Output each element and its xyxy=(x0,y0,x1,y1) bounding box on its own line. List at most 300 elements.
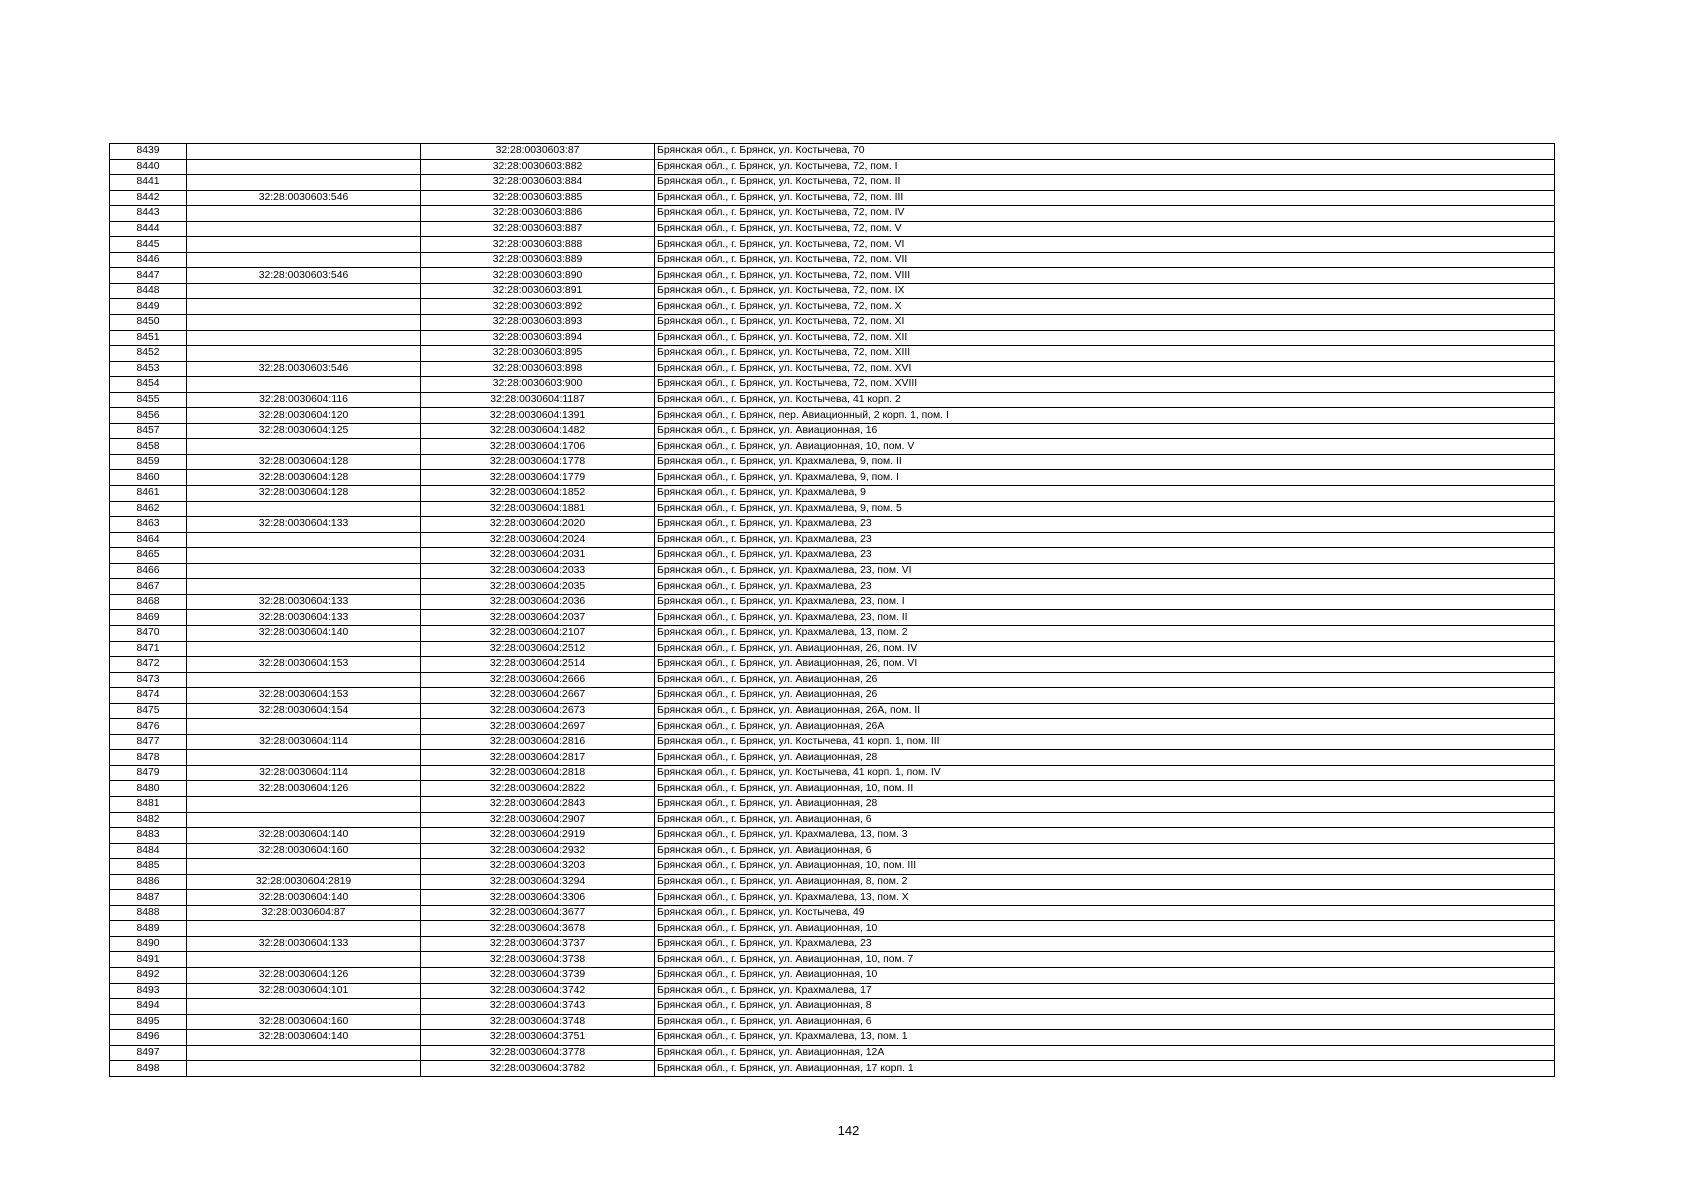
table-row xyxy=(110,672,1555,688)
cadastral-number-cell: 32:28:0030604:3738 xyxy=(421,952,655,968)
address-cell: Брянская обл., г. Брянск, ул. Крахмалева, 23 xyxy=(655,548,1555,564)
table-row xyxy=(110,439,1555,455)
address-cell: Брянская обл., г. Брянск, ул. Крахмалева, 23 xyxy=(655,532,1555,548)
table-row xyxy=(110,999,1555,1015)
table-row xyxy=(110,688,1555,704)
parent-cadastral-number-cell xyxy=(187,921,421,937)
row-number-cell: 8442 xyxy=(110,190,187,206)
address-cell: Брянская обл., г. Брянск, ул. Авиационная, 26, пом. VI xyxy=(655,657,1555,673)
cadastral-number-cell: 32:28:0030604:3737 xyxy=(421,936,655,952)
row-number-cell: 8492 xyxy=(110,967,187,983)
cadastral-number-cell: 32:28:0030604:1778 xyxy=(421,454,655,470)
parent-cadastral-number-cell xyxy=(187,237,421,253)
parent-cadastral-number-cell: 32:28:0030604:120 xyxy=(187,408,421,424)
parent-cadastral-number-cell: 32:28:0030604:87 xyxy=(187,905,421,921)
parent-cadastral-number-cell xyxy=(187,330,421,346)
row-number-cell: 8467 xyxy=(110,579,187,595)
address-cell: Брянская обл., г. Брянск, ул. Авиационная, 16 xyxy=(655,423,1555,439)
parent-cadastral-number-cell xyxy=(187,159,421,175)
row-number-cell: 8452 xyxy=(110,346,187,362)
cadastral-number-cell: 32:28:0030603:887 xyxy=(421,221,655,237)
table-row xyxy=(110,346,1555,362)
address-cell: Брянская обл., г. Брянск, ул. Авиационная, 10, пом. V xyxy=(655,439,1555,455)
address-cell: Брянская обл., г. Брянск, ул. Костычева, 72, пом. X xyxy=(655,299,1555,315)
address-cell: Брянская обл., г. Брянск, ул. Авиационная, 10 xyxy=(655,921,1555,937)
address-cell: Брянская обл., г. Брянск, ул. Крахмалева, 23, пом. I xyxy=(655,594,1555,610)
cadastral-number-cell: 32:28:0030604:2932 xyxy=(421,843,655,859)
parent-cadastral-number-cell xyxy=(187,283,421,299)
row-number-cell: 8495 xyxy=(110,1014,187,1030)
address-cell: Брянская обл., г. Брянск, ул. Авиационная, 26 xyxy=(655,688,1555,704)
cadastral-number-cell: 32:28:0030604:3739 xyxy=(421,967,655,983)
cadastral-number-cell: 32:28:0030604:2817 xyxy=(421,750,655,766)
parent-cadastral-number-cell xyxy=(187,641,421,657)
address-cell: Брянская обл., г. Брянск, ул. Крахмалева, 23 xyxy=(655,579,1555,595)
table-row xyxy=(110,594,1555,610)
parent-cadastral-number-cell xyxy=(187,999,421,1015)
table-row xyxy=(110,812,1555,828)
address-cell: Брянская обл., г. Брянск, ул. Костычева, 72, пом. VII xyxy=(655,252,1555,268)
cadastral-number-cell: 32:28:0030603:885 xyxy=(421,190,655,206)
parent-cadastral-number-cell xyxy=(187,501,421,517)
parent-cadastral-number-cell xyxy=(187,952,421,968)
cadastral-number-cell: 32:28:0030604:3306 xyxy=(421,890,655,906)
table-row xyxy=(110,408,1555,424)
cadastral-number-cell: 32:28:0030604:3748 xyxy=(421,1014,655,1030)
cadastral-number-cell: 32:28:0030603:888 xyxy=(421,237,655,253)
row-number-cell: 8460 xyxy=(110,470,187,486)
cadastral-number-cell: 32:28:0030603:889 xyxy=(421,252,655,268)
row-number-cell: 8453 xyxy=(110,361,187,377)
table-row xyxy=(110,206,1555,222)
parent-cadastral-number-cell xyxy=(187,175,421,191)
parent-cadastral-number-cell: 32:28:0030604:128 xyxy=(187,470,421,486)
table-row xyxy=(110,734,1555,750)
parent-cadastral-number-cell xyxy=(187,859,421,875)
address-cell: Брянская обл., г. Брянск, ул. Крахмалева, 23, пом. II xyxy=(655,610,1555,626)
address-cell: Брянская обл., г. Брянск, ул. Авиационная, 26А xyxy=(655,719,1555,735)
parent-cadastral-number-cell xyxy=(187,719,421,735)
parent-cadastral-number-cell: 32:28:0030604:133 xyxy=(187,594,421,610)
row-number-cell: 8459 xyxy=(110,454,187,470)
row-number-cell: 8443 xyxy=(110,206,187,222)
row-number-cell: 8482 xyxy=(110,812,187,828)
table-row xyxy=(110,532,1555,548)
table-row xyxy=(110,237,1555,253)
cadastral-number-cell: 32:28:0030604:1187 xyxy=(421,392,655,408)
parent-cadastral-number-cell: 32:28:0030604:126 xyxy=(187,967,421,983)
row-number-cell: 8484 xyxy=(110,843,187,859)
parent-cadastral-number-cell: 32:28:0030604:154 xyxy=(187,703,421,719)
parent-cadastral-number-cell xyxy=(187,315,421,331)
cadastral-number-cell: 32:28:0030604:2031 xyxy=(421,548,655,564)
address-cell: Брянская обл., г. Брянск, ул. Авиационная, 8 xyxy=(655,999,1555,1015)
cadastral-number-cell: 32:28:0030604:2667 xyxy=(421,688,655,704)
cadastral-number-cell: 32:28:0030604:1482 xyxy=(421,423,655,439)
address-cell: Брянская обл., г. Брянск, ул. Крахмалева, 9, пом. I xyxy=(655,470,1555,486)
table-row xyxy=(110,890,1555,906)
table-row xyxy=(110,392,1555,408)
address-cell: Брянская обл., г. Брянск, ул. Крахмалева, 23 xyxy=(655,936,1555,952)
cadastral-number-cell: 32:28:0030604:2907 xyxy=(421,812,655,828)
address-cell: Брянская обл., г. Брянск, ул. Костычева, 41 корп. 2 xyxy=(655,392,1555,408)
cadastral-number-cell: 32:28:0030603:895 xyxy=(421,346,655,362)
row-number-cell: 8444 xyxy=(110,221,187,237)
cadastral-number-cell: 32:28:0030603:894 xyxy=(421,330,655,346)
row-number-cell: 8475 xyxy=(110,703,187,719)
table-row xyxy=(110,657,1555,673)
row-number-cell: 8490 xyxy=(110,936,187,952)
address-cell: Брянская обл., г. Брянск, ул. Костычева, 72, пом. IV xyxy=(655,206,1555,222)
parent-cadastral-number-cell: 32:28:0030604:116 xyxy=(187,392,421,408)
parent-cadastral-number-cell xyxy=(187,750,421,766)
cadastral-number-cell: 32:28:0030604:2818 xyxy=(421,765,655,781)
table-row xyxy=(110,454,1555,470)
address-cell: Брянская обл., г. Брянск, ул. Костычева, 49 xyxy=(655,905,1555,921)
cadastral-number-cell: 32:28:0030603:886 xyxy=(421,206,655,222)
address-cell: Брянская обл., г. Брянск, ул. Крахмалева, 23 xyxy=(655,517,1555,533)
address-cell: Брянская обл., г. Брянск, ул. Костычева, 72, пом. I xyxy=(655,159,1555,175)
row-number-cell: 8462 xyxy=(110,501,187,517)
parent-cadastral-number-cell: 32:28:0030604:101 xyxy=(187,983,421,999)
row-number-cell: 8494 xyxy=(110,999,187,1015)
address-cell: Брянская обл., г. Брянск, ул. Крахмалева, 9, пом. II xyxy=(655,454,1555,470)
address-cell: Брянская обл., г. Брянск, ул. Костычева, 72, пом. XVIII xyxy=(655,377,1555,393)
row-number-cell: 8466 xyxy=(110,563,187,579)
cadastral-number-cell: 32:28:0030604:2697 xyxy=(421,719,655,735)
registry-table-body xyxy=(110,144,1555,1077)
address-cell: Брянская обл., г. Брянск, пер. Авиационный, 2 корп. 1, пом. I xyxy=(655,408,1555,424)
table-row xyxy=(110,159,1555,175)
cadastral-number-cell: 32:28:0030604:3294 xyxy=(421,874,655,890)
registry-table xyxy=(109,143,1555,1077)
table-row xyxy=(110,486,1555,502)
table-row xyxy=(110,750,1555,766)
parent-cadastral-number-cell xyxy=(187,1045,421,1061)
cadastral-number-cell: 32:28:0030603:87 xyxy=(421,144,655,160)
cadastral-number-cell: 32:28:0030604:2843 xyxy=(421,796,655,812)
cadastral-number-cell: 32:28:0030604:2024 xyxy=(421,532,655,548)
parent-cadastral-number-cell: 32:28:0030604:133 xyxy=(187,517,421,533)
row-number-cell: 8476 xyxy=(110,719,187,735)
cadastral-number-cell: 32:28:0030604:1391 xyxy=(421,408,655,424)
cadastral-number-cell: 32:28:0030604:3743 xyxy=(421,999,655,1015)
parent-cadastral-number-cell xyxy=(187,1061,421,1077)
table-row xyxy=(110,936,1555,952)
table-row xyxy=(110,144,1555,160)
row-number-cell: 8463 xyxy=(110,517,187,533)
parent-cadastral-number-cell: 32:28:0030603:546 xyxy=(187,361,421,377)
row-number-cell: 8469 xyxy=(110,610,187,626)
cadastral-number-cell: 32:28:0030604:2107 xyxy=(421,625,655,641)
address-cell: Брянская обл., г. Брянск, ул. Авиационная, 10, пом. 7 xyxy=(655,952,1555,968)
parent-cadastral-number-cell: 32:28:0030604:140 xyxy=(187,890,421,906)
table-row xyxy=(110,330,1555,346)
cadastral-number-cell: 32:28:0030604:2816 xyxy=(421,734,655,750)
table-row xyxy=(110,252,1555,268)
address-cell: Брянская обл., г. Брянск, ул. Авиационная, 28 xyxy=(655,796,1555,812)
parent-cadastral-number-cell: 32:28:0030604:140 xyxy=(187,828,421,844)
cadastral-number-cell: 32:28:0030604:1881 xyxy=(421,501,655,517)
parent-cadastral-number-cell xyxy=(187,532,421,548)
address-cell: Брянская обл., г. Брянск, ул. Костычева, 41 корп. 1, пом. III xyxy=(655,734,1555,750)
table-row xyxy=(110,859,1555,875)
cadastral-number-cell: 32:28:0030604:3782 xyxy=(421,1061,655,1077)
cadastral-number-cell: 32:28:0030603:890 xyxy=(421,268,655,284)
table-row xyxy=(110,874,1555,890)
table-row xyxy=(110,828,1555,844)
table-row xyxy=(110,610,1555,626)
parent-cadastral-number-cell xyxy=(187,252,421,268)
cadastral-number-cell: 32:28:0030604:1779 xyxy=(421,470,655,486)
cadastral-number-cell: 32:28:0030603:900 xyxy=(421,377,655,393)
parent-cadastral-number-cell: 32:28:0030603:546 xyxy=(187,190,421,206)
row-number-cell: 8496 xyxy=(110,1030,187,1046)
address-cell: Брянская обл., г. Брянск, ул. Крахмалева, 13, пом. 2 xyxy=(655,625,1555,641)
address-cell: Брянская обл., г. Брянск, ул. Авиационная, 12А xyxy=(655,1045,1555,1061)
cadastral-number-cell: 32:28:0030604:2512 xyxy=(421,641,655,657)
table-row xyxy=(110,765,1555,781)
table-row xyxy=(110,361,1555,377)
cadastral-number-cell: 32:28:0030604:2822 xyxy=(421,781,655,797)
cadastral-number-cell: 32:28:0030604:2919 xyxy=(421,828,655,844)
cadastral-number-cell: 32:28:0030604:2666 xyxy=(421,672,655,688)
address-cell: Брянская обл., г. Брянск, ул. Авиационная, 28 xyxy=(655,750,1555,766)
address-cell: Брянская обл., г. Брянск, ул. Авиационная, 10, пом. III xyxy=(655,859,1555,875)
cadastral-number-cell: 32:28:0030603:892 xyxy=(421,299,655,315)
row-number-cell: 8491 xyxy=(110,952,187,968)
address-cell: Брянская обл., г. Брянск, ул. Костычева, 72, пом. VIII xyxy=(655,268,1555,284)
parent-cadastral-number-cell xyxy=(187,548,421,564)
address-cell: Брянская обл., г. Брянск, ул. Крахмалева, 23, пом. VI xyxy=(655,563,1555,579)
row-number-cell: 8478 xyxy=(110,750,187,766)
address-cell: Брянская обл., г. Брянск, ул. Костычева, 72, пом. V xyxy=(655,221,1555,237)
cadastral-number-cell: 32:28:0030604:3778 xyxy=(421,1045,655,1061)
cadastral-number-cell: 32:28:0030603:884 xyxy=(421,175,655,191)
row-number-cell: 8468 xyxy=(110,594,187,610)
row-number-cell: 8498 xyxy=(110,1061,187,1077)
row-number-cell: 8485 xyxy=(110,859,187,875)
parent-cadastral-number-cell: 32:28:0030604:128 xyxy=(187,454,421,470)
parent-cadastral-number-cell xyxy=(187,221,421,237)
cadastral-number-cell: 32:28:0030603:898 xyxy=(421,361,655,377)
parent-cadastral-number-cell: 32:28:0030604:128 xyxy=(187,486,421,502)
row-number-cell: 8479 xyxy=(110,765,187,781)
row-number-cell: 8454 xyxy=(110,377,187,393)
table-row xyxy=(110,299,1555,315)
address-cell: Брянская обл., г. Брянск, ул. Костычева, 72, пом. XVI xyxy=(655,361,1555,377)
cadastral-number-cell: 32:28:0030604:2020 xyxy=(421,517,655,533)
table-row xyxy=(110,719,1555,735)
parent-cadastral-number-cell: 32:28:0030604:160 xyxy=(187,843,421,859)
cadastral-number-cell: 32:28:0030604:2036 xyxy=(421,594,655,610)
parent-cadastral-number-cell xyxy=(187,672,421,688)
parent-cadastral-number-cell: 32:28:0030604:2819 xyxy=(187,874,421,890)
row-number-cell: 8450 xyxy=(110,315,187,331)
row-number-cell: 8488 xyxy=(110,905,187,921)
parent-cadastral-number-cell xyxy=(187,812,421,828)
parent-cadastral-number-cell: 32:28:0030604:133 xyxy=(187,610,421,626)
table-row xyxy=(110,563,1555,579)
parent-cadastral-number-cell xyxy=(187,299,421,315)
table-row xyxy=(110,983,1555,999)
address-cell: Брянская обл., г. Брянск, ул. Авиационная, 6 xyxy=(655,812,1555,828)
parent-cadastral-number-cell: 32:28:0030604:140 xyxy=(187,625,421,641)
table-row xyxy=(110,796,1555,812)
row-number-cell: 8473 xyxy=(110,672,187,688)
row-number-cell: 8486 xyxy=(110,874,187,890)
table-row xyxy=(110,579,1555,595)
table-row xyxy=(110,315,1555,331)
row-number-cell: 8447 xyxy=(110,268,187,284)
row-number-cell: 8440 xyxy=(110,159,187,175)
row-number-cell: 8493 xyxy=(110,983,187,999)
address-cell: Брянская обл., г. Брянск, ул. Крахмалева, 13, пом. 3 xyxy=(655,828,1555,844)
address-cell: Брянская обл., г. Брянск, ул. Костычева, 72, пом. XIII xyxy=(655,346,1555,362)
address-cell: Брянская обл., г. Брянск, ул. Костычева, 72, пом. IX xyxy=(655,283,1555,299)
address-cell: Брянская обл., г. Брянск, ул. Костычева, 72, пом. XI xyxy=(655,315,1555,331)
cadastral-number-cell: 32:28:0030604:2035 xyxy=(421,579,655,595)
cadastral-number-cell: 32:28:0030604:1706 xyxy=(421,439,655,455)
address-cell: Брянская обл., г. Брянск, ул. Крахмалева, 13, пом. X xyxy=(655,890,1555,906)
row-number-cell: 8465 xyxy=(110,548,187,564)
row-number-cell: 8480 xyxy=(110,781,187,797)
table-row xyxy=(110,548,1555,564)
row-number-cell: 8455 xyxy=(110,392,187,408)
parent-cadastral-number-cell: 32:28:0030604:160 xyxy=(187,1014,421,1030)
parent-cadastral-number-cell xyxy=(187,579,421,595)
parent-cadastral-number-cell: 32:28:0030604:153 xyxy=(187,657,421,673)
row-number-cell: 8439 xyxy=(110,144,187,160)
cadastral-number-cell: 32:28:0030604:3751 xyxy=(421,1030,655,1046)
parent-cadastral-number-cell xyxy=(187,377,421,393)
row-number-cell: 8487 xyxy=(110,890,187,906)
table-row xyxy=(110,175,1555,191)
row-number-cell: 8457 xyxy=(110,423,187,439)
row-number-cell: 8446 xyxy=(110,252,187,268)
table-row xyxy=(110,517,1555,533)
page-number: 142 xyxy=(837,1123,860,1138)
address-cell: Брянская обл., г. Брянск, ул. Костычева, 72, пом. XII xyxy=(655,330,1555,346)
cadastral-number-cell: 32:28:0030604:2514 xyxy=(421,657,655,673)
address-cell: Брянская обл., г. Брянск, ул. Костычева, 72, пом. VI xyxy=(655,237,1555,253)
address-cell: Брянская обл., г. Брянск, ул. Авиационная, 10, пом. II xyxy=(655,781,1555,797)
row-number-cell: 8456 xyxy=(110,408,187,424)
row-number-cell: 8449 xyxy=(110,299,187,315)
parent-cadastral-number-cell: 32:28:0030604:114 xyxy=(187,734,421,750)
address-cell: Брянская обл., г. Брянск, ул. Костычева, 72, пом. II xyxy=(655,175,1555,191)
parent-cadastral-number-cell xyxy=(187,346,421,362)
address-cell: Брянская обл., г. Брянск, ул. Крахмалева, 17 xyxy=(655,983,1555,999)
address-cell: Брянская обл., г. Брянск, ул. Крахмалева, 9, пом. 5 xyxy=(655,501,1555,517)
cadastral-number-cell: 32:28:0030603:891 xyxy=(421,283,655,299)
row-number-cell: 8445 xyxy=(110,237,187,253)
table-row xyxy=(110,967,1555,983)
cadastral-number-cell: 32:28:0030603:882 xyxy=(421,159,655,175)
parent-cadastral-number-cell xyxy=(187,144,421,160)
address-cell: Брянская обл., г. Брянск, ул. Костычева, 70 xyxy=(655,144,1555,160)
parent-cadastral-number-cell xyxy=(187,796,421,812)
row-number-cell: 8481 xyxy=(110,796,187,812)
parent-cadastral-number-cell: 32:28:0030604:114 xyxy=(187,765,421,781)
row-number-cell: 8497 xyxy=(110,1045,187,1061)
row-number-cell: 8483 xyxy=(110,828,187,844)
table-row xyxy=(110,423,1555,439)
address-cell: Брянская обл., г. Брянск, ул. Крахмалева, 13, пом. 1 xyxy=(655,1030,1555,1046)
row-number-cell: 8472 xyxy=(110,657,187,673)
table-row xyxy=(110,501,1555,517)
cadastral-number-cell: 32:28:0030603:893 xyxy=(421,315,655,331)
table-row xyxy=(110,952,1555,968)
address-cell: Брянская обл., г. Брянск, ул. Костычева, 72, пом. III xyxy=(655,190,1555,206)
row-number-cell: 8458 xyxy=(110,439,187,455)
parent-cadastral-number-cell: 32:28:0030604:126 xyxy=(187,781,421,797)
address-cell: Брянская обл., г. Брянск, ул. Авиационная, 26 xyxy=(655,672,1555,688)
row-number-cell: 8477 xyxy=(110,734,187,750)
parent-cadastral-number-cell: 32:28:0030603:546 xyxy=(187,268,421,284)
parent-cadastral-number-cell xyxy=(187,206,421,222)
row-number-cell: 8451 xyxy=(110,330,187,346)
table-row xyxy=(110,1030,1555,1046)
parent-cadastral-number-cell: 32:28:0030604:125 xyxy=(187,423,421,439)
parent-cadastral-number-cell: 32:28:0030604:153 xyxy=(187,688,421,704)
cadastral-number-cell: 32:28:0030604:1852 xyxy=(421,486,655,502)
table-row xyxy=(110,1014,1555,1030)
table-row xyxy=(110,221,1555,237)
parent-cadastral-number-cell: 32:28:0030604:133 xyxy=(187,936,421,952)
cadastral-number-cell: 32:28:0030604:2673 xyxy=(421,703,655,719)
parent-cadastral-number-cell: 32:28:0030604:140 xyxy=(187,1030,421,1046)
address-cell: Брянская обл., г. Брянск, ул. Авиационная, 6 xyxy=(655,1014,1555,1030)
table-row xyxy=(110,1045,1555,1061)
cadastral-number-cell: 32:28:0030604:3677 xyxy=(421,905,655,921)
row-number-cell: 8470 xyxy=(110,625,187,641)
table-row xyxy=(110,625,1555,641)
cadastral-number-cell: 32:28:0030604:2037 xyxy=(421,610,655,626)
row-number-cell: 8461 xyxy=(110,486,187,502)
address-cell: Брянская обл., г. Брянск, ул. Костычева, 41 корп. 1, пом. IV xyxy=(655,765,1555,781)
table-row xyxy=(110,268,1555,284)
cadastral-number-cell: 32:28:0030604:3742 xyxy=(421,983,655,999)
row-number-cell: 8474 xyxy=(110,688,187,704)
table-row xyxy=(110,921,1555,937)
cadastral-number-cell: 32:28:0030604:3678 xyxy=(421,921,655,937)
cadastral-number-cell: 32:28:0030604:3203 xyxy=(421,859,655,875)
address-cell: Брянская обл., г. Брянск, ул. Крахмалева, 9 xyxy=(655,486,1555,502)
table-row xyxy=(110,843,1555,859)
parent-cadastral-number-cell xyxy=(187,563,421,579)
cadastral-number-cell: 32:28:0030604:2033 xyxy=(421,563,655,579)
address-cell: Брянская обл., г. Брянск, ул. Авиационная, 8, пом. 2 xyxy=(655,874,1555,890)
parent-cadastral-number-cell xyxy=(187,439,421,455)
address-cell: Брянская обл., г. Брянск, ул. Авиационная, 26, пом. IV xyxy=(655,641,1555,657)
table-row xyxy=(110,283,1555,299)
address-cell: Брянская обл., г. Брянск, ул. Авиационная, 26А, пом. II xyxy=(655,703,1555,719)
row-number-cell: 8448 xyxy=(110,283,187,299)
row-number-cell: 8489 xyxy=(110,921,187,937)
table-row xyxy=(110,703,1555,719)
table-row xyxy=(110,470,1555,486)
table-row xyxy=(110,641,1555,657)
table-row xyxy=(110,905,1555,921)
table-row xyxy=(110,377,1555,393)
row-number-cell: 8471 xyxy=(110,641,187,657)
table-row xyxy=(110,1061,1555,1077)
row-number-cell: 8441 xyxy=(110,175,187,191)
address-cell: Брянская обл., г. Брянск, ул. Авиационная, 6 xyxy=(655,843,1555,859)
table-row xyxy=(110,190,1555,206)
address-cell: Брянская обл., г. Брянск, ул. Авиационная, 17 корп. 1 xyxy=(655,1061,1555,1077)
